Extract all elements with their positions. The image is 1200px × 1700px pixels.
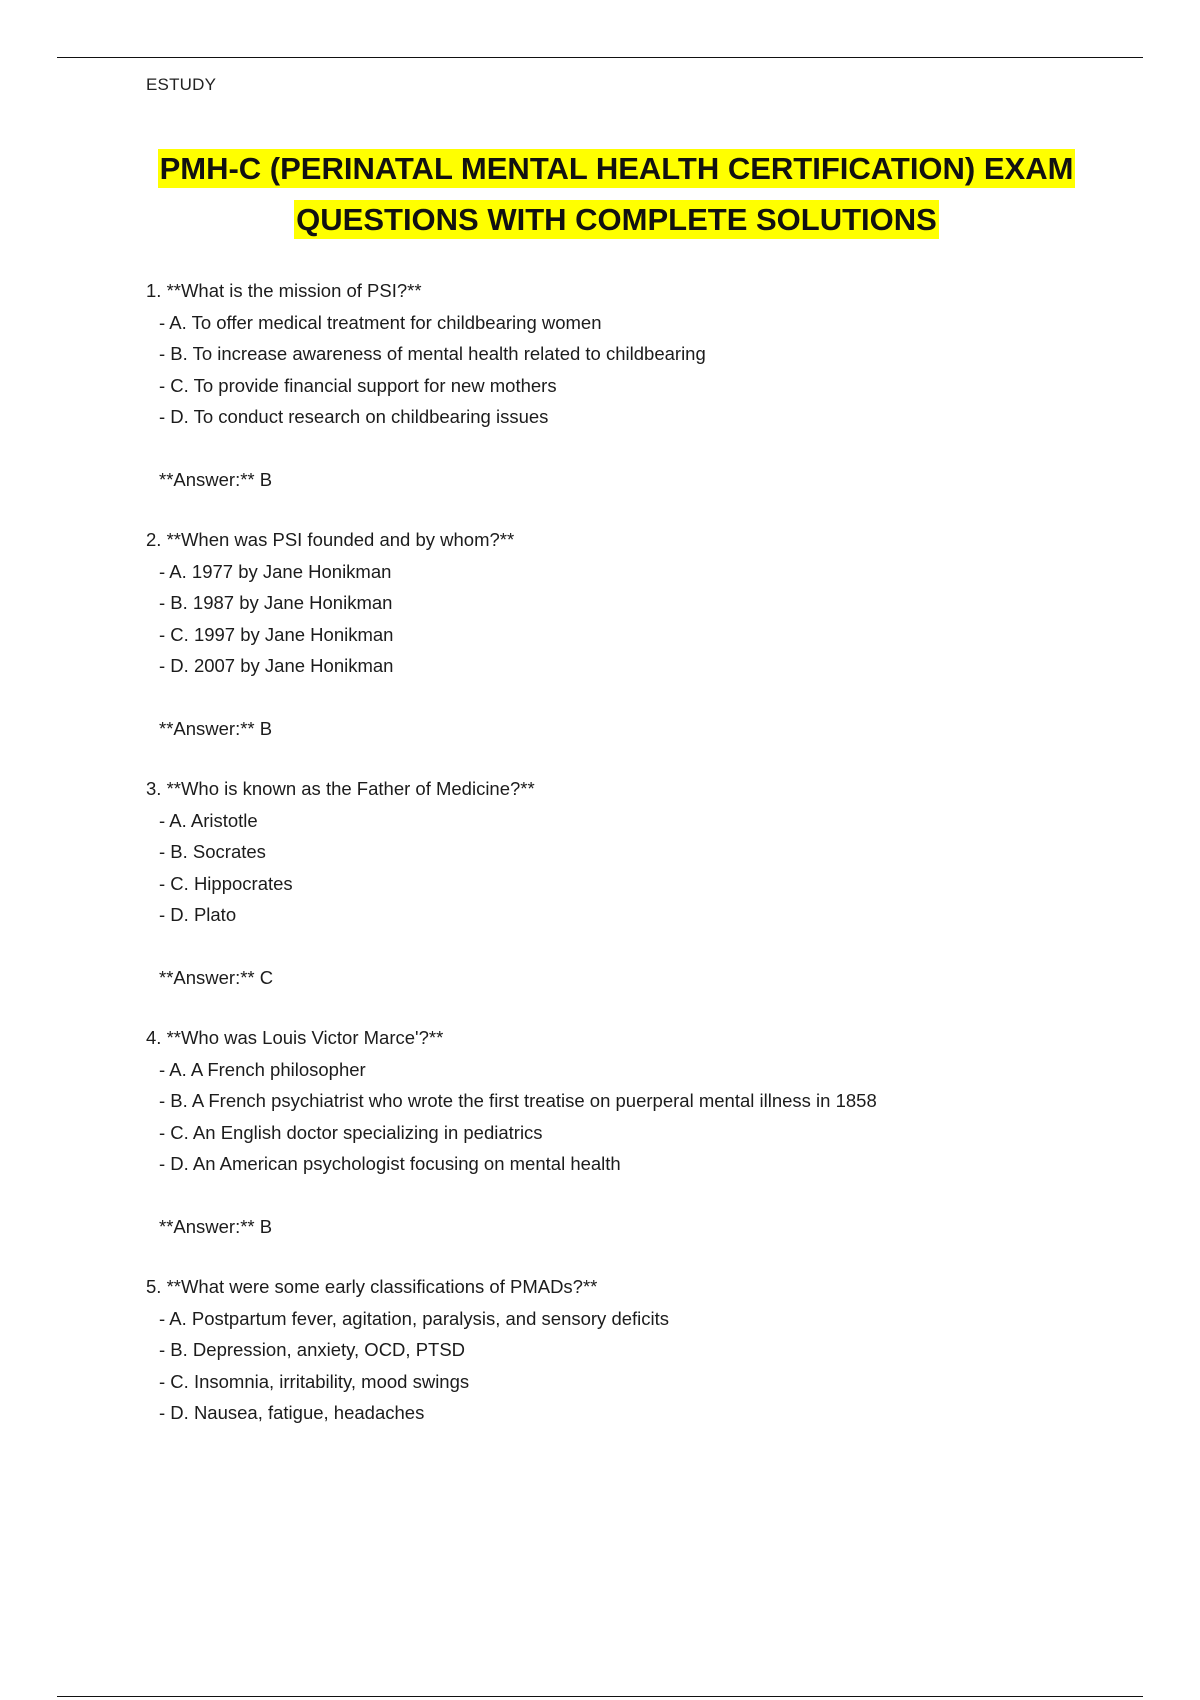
option-a: - A. To offer medical treatment for childbearing women: [159, 311, 602, 333]
answer-line: **Answer:** B: [159, 1215, 273, 1237]
option-b: - B. A French psychiatrist who wrote the first treatise on puerperal mental illness in 1858: [159, 1090, 877, 1111]
answer-line: **Answer:** B: [159, 717, 273, 739]
option-d: - D. An American psychologist focusing on mental health: [159, 1153, 621, 1174]
question-2: [146, 524, 1146, 773]
document-title: [0, 143, 1200, 245]
option-d: - D. Nausea, fatigue, headaches: [159, 1402, 425, 1423]
option-d: - D. Plato: [159, 904, 237, 925]
question-1: [146, 275, 1146, 524]
option-b: - B. Depression, anxiety, OCD, PTSD: [159, 1339, 466, 1360]
page-header: ESTUDY: [146, 75, 217, 94]
question-text: 5. **What were some early classifications of PMADs?**: [146, 1276, 598, 1297]
question-text: 1. **What is the mission of PSI?**: [146, 280, 422, 301]
option-a: - A. A French philosopher: [159, 1058, 366, 1080]
top-rule: [57, 57, 1143, 58]
option-a: - A. 1977 by Jane Honikman: [159, 560, 392, 582]
option-d: - D. 2007 by Jane Honikman: [159, 655, 394, 676]
question-text: 3. **Who is known as the Father of Medicine?**: [146, 778, 535, 799]
option-c: - C. To provide financial support for new mothers: [159, 374, 557, 396]
option-c: - C. Insomnia, irritability, mood swings: [159, 1370, 470, 1392]
option-b: - B. To increase awareness of mental health related to childbearing: [159, 343, 706, 364]
option-c: - C. Hippocrates: [159, 872, 293, 894]
question-5: [146, 1271, 1146, 1520]
title-line-2: QUESTIONS WITH COMPLETE SOLUTIONS: [296, 202, 937, 237]
question-text: 2. **When was PSI founded and by whom?**: [146, 529, 515, 550]
option-c: - C. An English doctor specializing in pediatrics: [159, 1121, 543, 1143]
question-3: [146, 773, 1146, 1022]
option-a: - A. Aristotle: [159, 809, 258, 831]
bottom-rule: [57, 1696, 1143, 1697]
option-b: - B. 1987 by Jane Honikman: [159, 592, 393, 613]
title-line-1: PMH-C (PERINATAL MENTAL HEALTH CERTIFICATION) EXAM: [159, 151, 1074, 186]
option-b: - B. Socrates: [159, 841, 266, 862]
option-d: - D. To conduct research on childbearing issues: [159, 406, 549, 427]
answer-line: **Answer:** C: [159, 966, 274, 988]
option-c: - C. 1997 by Jane Honikman: [159, 623, 394, 645]
answer-line: **Answer:** B: [159, 468, 273, 490]
option-a: - A. Postpartum fever, agitation, paralysis, and sensory deficits: [159, 1307, 670, 1329]
question-list: [146, 275, 1146, 1520]
question-4: [146, 1022, 1146, 1271]
question-text: 4. **Who was Louis Victor Marce'?**: [146, 1027, 444, 1048]
